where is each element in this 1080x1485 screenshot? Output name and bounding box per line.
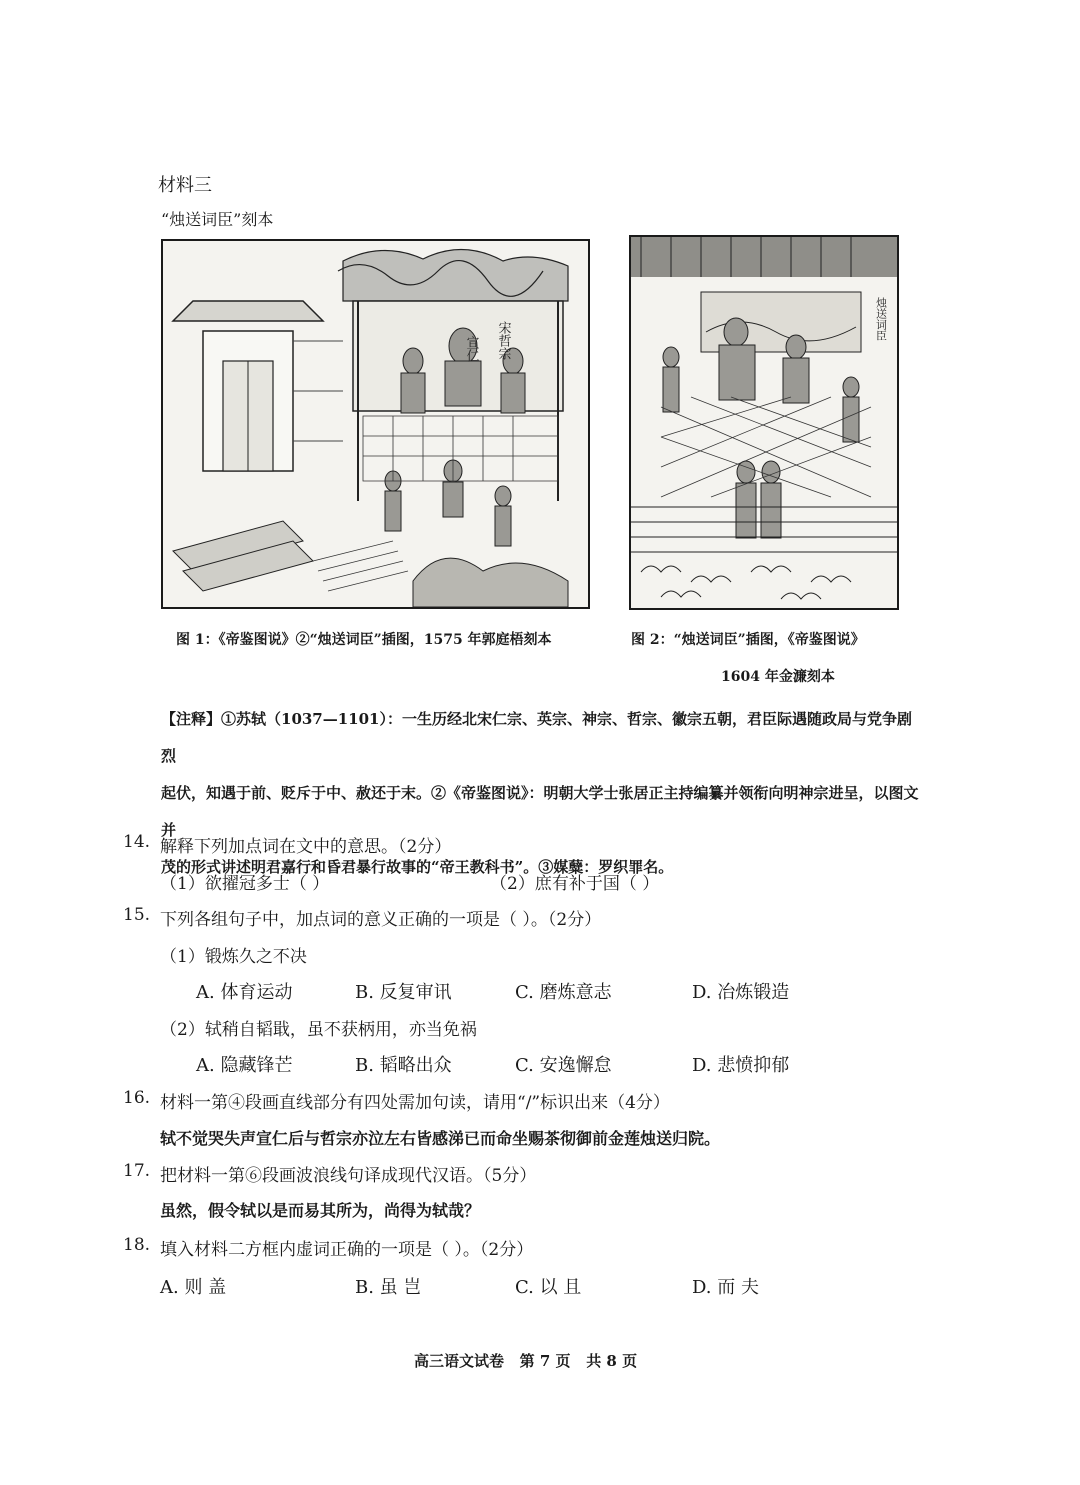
question-16-passage-text: 轼不觉哭失声宣仁后与哲宗亦泣左右皆感涕已而命坐赐茶彻御前金莲烛送归院。: [160, 1129, 721, 1148]
question-14: [0, 832, 1080, 856]
question-14-item-2: （2）庶有补于国（ ）: [490, 874, 660, 894]
option-b: B. 韬略出众: [355, 1055, 452, 1076]
option-b: B. 虽 岂: [355, 1277, 422, 1298]
question-15-sub-2-text: （2）轼稍自韬戢，虽不获柄用，亦当免祸: [160, 1020, 477, 1040]
option-d: D. 冶炼锻造: [692, 982, 790, 1003]
option-c: C. 以 且: [515, 1277, 582, 1298]
question-17-passage: [0, 1198, 1080, 1222]
annotation-line-2: 起伏，知遇于前、贬斥于中、赦还于末。②《帝鉴图说》：明朝大学士张居正主持编纂并领衔向明神宗进呈，以图文并: [161, 784, 919, 839]
figure-1-label-emperor: 宋哲宗: [495, 321, 511, 360]
option-a: A. 体育运动: [196, 982, 293, 1003]
page-footer: 高三语文试卷 第 7 页 共 8 页: [414, 1352, 638, 1370]
option-a: A. 则 盖: [160, 1277, 227, 1298]
question-stem: 材料一第④段画直线部分有四处需加句读，请用“/”标识出来（4分）: [160, 1093, 670, 1113]
option-a: A. 隐藏锋芒: [196, 1055, 293, 1076]
question-17: [0, 1161, 1080, 1185]
question-stem: 填入材料二方框内虚词正确的一项是（ ）。（2分）: [160, 1240, 534, 1260]
option-d: D. 悲愤抑郁: [692, 1055, 790, 1076]
question-number: 14.: [123, 832, 151, 852]
question-stem: 下列各组句子中，加点词的意义正确的一项是（ ）。（2分）: [160, 910, 602, 930]
question-15-sub-1: [0, 942, 1080, 966]
option-c: C. 安逸懈怠: [515, 1055, 612, 1076]
question-17-passage-text: 虽然，假令轼以是而易其所为，尚得为轼哉？: [160, 1201, 481, 1220]
question-16: [0, 1088, 1080, 1112]
figure-2-label: 烛送词臣: [874, 297, 888, 341]
figure-1-woodcut: [161, 239, 590, 609]
material-subtitle: “烛送词臣”刻本: [161, 210, 274, 229]
question-15-sub-1-text: （1）锻炼久之不决: [160, 947, 307, 967]
question-stem: 解释下列加点词在文中的意思。（2分）: [160, 837, 452, 857]
figure-1-illustration: [163, 241, 588, 607]
option-b: B. 反复审讯: [355, 982, 452, 1003]
question-15-sub-2-options: [0, 1051, 1080, 1075]
figure-2-caption-source: 1604 年金濂刻本: [721, 669, 835, 685]
question-14-items: [0, 869, 1080, 893]
option-c: C. 磨炼意志: [515, 982, 612, 1003]
option-d: D. 而 夫: [692, 1277, 759, 1298]
question-number: 17.: [123, 1161, 151, 1181]
section-title: 材料三: [158, 175, 212, 196]
question-15-sub-2: [0, 1015, 1080, 1039]
question-14-item-1: （1）欲擢冠多士（ ）: [160, 874, 330, 894]
figure-2-woodcut: [629, 235, 899, 610]
question-number: 18.: [123, 1235, 151, 1255]
question-18-options: [0, 1273, 1080, 1297]
question-number: 15.: [123, 905, 151, 925]
annotation-line-3: 茂的形式讲述明君嘉行和昏君暴行故事的“帝王教科书”。③媒糵：罗织罪名。: [161, 858, 674, 876]
annotation-line-1: 【注释】①苏轼（1037—1101）：一生历经北宋仁宗、英宗、神宗、哲宗、徽宗五朝，君臣际遇随政局与党争剧烈: [161, 710, 913, 765]
figure-2-caption: 图 2：“烛送词臣”插图，《帝鉴图说》: [631, 632, 865, 648]
question-18: [0, 1235, 1080, 1259]
figure-1-caption: 图 1：《帝鉴图说》②“烛送词臣”插图，1575 年郭庭梧刻本: [176, 632, 552, 648]
figure-1-label-empress: 宣仁: [463, 336, 479, 362]
question-15: [0, 905, 1080, 929]
question-15-sub-1-options: [0, 978, 1080, 1002]
figure-2-illustration: [631, 237, 897, 608]
question-16-passage: [0, 1126, 1080, 1150]
annotation-block: [161, 701, 921, 886]
question-number: 16.: [123, 1088, 151, 1108]
question-stem: 把材料一第⑥段画波浪线句译成现代汉语。（5分）: [160, 1166, 537, 1186]
